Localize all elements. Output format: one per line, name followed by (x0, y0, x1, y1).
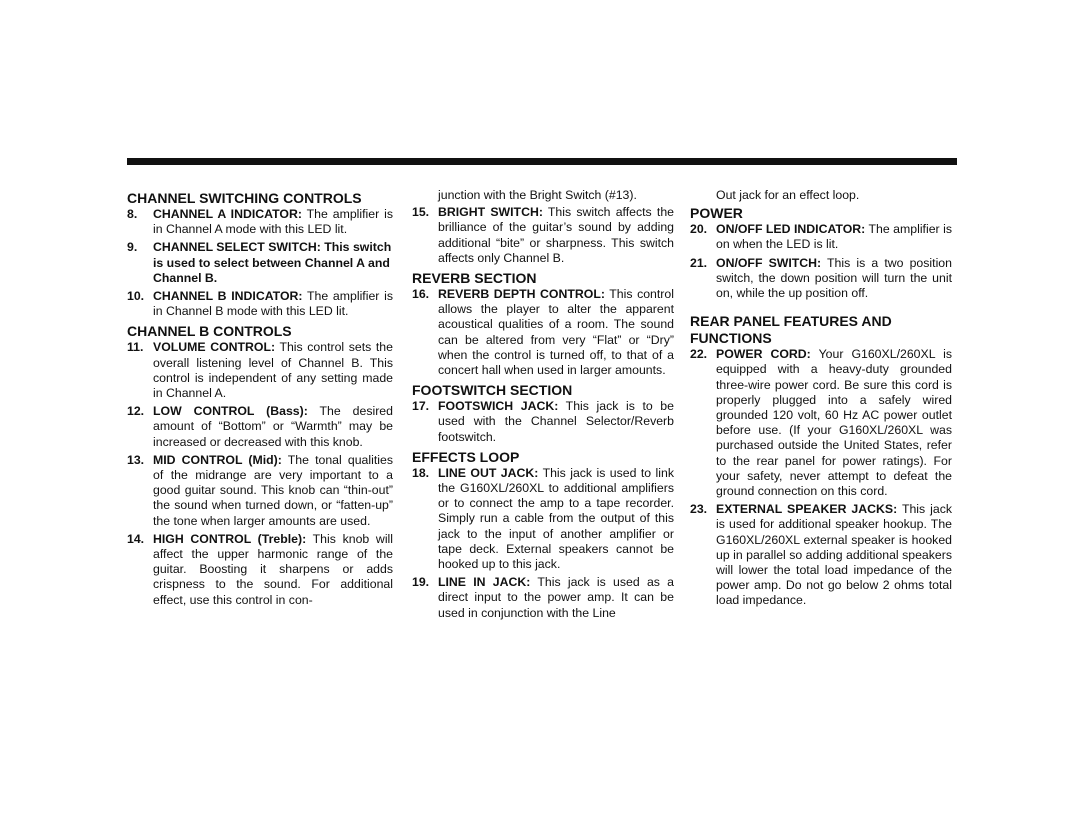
item-number: 23. (690, 502, 708, 517)
item-text: The amplifier is in Channel B mode with this LED lit. (153, 289, 393, 319)
item-title: CHANNEL B INDICATOR: (153, 289, 303, 304)
item-number: 22. (690, 347, 708, 362)
item-12 (127, 404, 393, 450)
item-text: The amplifier is on when the LED is lit. (716, 222, 952, 252)
item-text: Your G160XL/260XL is equipped with a heavy-duty grounded three-wire power cord. Be sure this cord is properly plugged into a safely wired grounded 120 volt, 60 Hz AC power outlet before use. (If your G160XL/260XL was purchased outside the United States, refer to the rear panel for power ratings). For your safety, never attempt to defeat the ground connection on this cord. (716, 347, 952, 499)
item-number: 15. (412, 205, 430, 220)
item-19 (412, 575, 674, 621)
item-text: This jack is used for additional speaker hookup. The G160XL/260XL external speaker is hooked up in parallel so adding additional speakers will lower the total load impedance of the power amp. Do not go below 2 ohms total load impedance. (716, 502, 952, 608)
item-11 (127, 340, 393, 401)
item-21 (690, 256, 952, 302)
section-heading-footswitch: FOOTSWITCH SECTION (412, 382, 573, 399)
item-title: POWER CORD: (716, 347, 811, 362)
section-heading-reverb: REVERB SECTION (412, 270, 537, 287)
item-number: 12. (127, 404, 145, 419)
item-number: 10. (127, 289, 145, 304)
item-text: This jack is to be used with the Channel Selector/Reverb footswitch. (438, 399, 674, 444)
section-heading-effects-loop: EFFECTS LOOP (412, 448, 520, 465)
item-title: MID CONTROL (Mid): (153, 452, 282, 467)
item-number: 13. (127, 452, 145, 467)
item-9 (127, 240, 393, 286)
item-text: The amplifier is in Channel A mode with this LED lit. (153, 207, 393, 237)
item-8 (127, 207, 393, 237)
item-title: LINE IN JACK: (438, 575, 531, 590)
item-16 (412, 287, 674, 378)
column-2 (412, 188, 674, 624)
item-title: FOOTSWICH JACK: (438, 399, 559, 414)
item-number: 17. (412, 399, 430, 414)
item-text: This control allows the player to alter the apparent acoustical qualities of a room. The sound can be altered from very “Flat” or “Dry” when the control is turned off, to that of a concert hall when used in larger amounts. (438, 287, 674, 378)
section-heading-power: POWER (690, 205, 743, 222)
item-title: VOLUME CONTROL: (153, 340, 276, 355)
section-heading-rear-panel: REAR PANEL FEATURES AND FUNCTIONS (690, 313, 892, 347)
item-14 (127, 532, 393, 608)
item-14-continuation: junction with the Bright Switch (#13). (438, 188, 637, 202)
item-text: This jack is used as a direct input to the power amp. It can be used in conjunction with the Line (438, 575, 675, 620)
item-19-continuation: Out jack for an effect loop. (716, 188, 860, 202)
item-number: 9. (127, 240, 138, 255)
item-text: This knob will affect the upper harmonic range of the guitar. Boosting it sharpens or adds crispness to the sound. For additional effect, use this control in con- (153, 531, 394, 607)
item-23 (690, 502, 952, 608)
column-3 (690, 188, 952, 612)
item-title: BRIGHT SWITCH: (438, 205, 543, 220)
item-20 (690, 222, 952, 252)
item-text: This control sets the overall listening level of Channel B. This control is independent of any setting made in Channel A. (153, 340, 393, 401)
item-title: HIGH CONTROL (Treble): (153, 531, 307, 546)
item-text: The tonal qualities of the midrange are very important to a good guitar sound. This knob can “thin-out” the sound when turned down, or “fatten-up” the tone when larger amounts are used. (153, 452, 393, 528)
item-title: REVERB DEPTH CONTROL: (438, 287, 605, 302)
column-1 (127, 188, 393, 611)
item-number: 14. (127, 531, 145, 546)
item-text: The desired amount of “Bottom” or “Warmth” may be increased or decreased with this knob. (153, 404, 393, 449)
item-title: ON/OFF LED INDICATOR: (716, 222, 866, 237)
item-title: CHANNEL A INDICATOR: (153, 207, 302, 221)
item-18 (412, 466, 674, 572)
item-17 (412, 399, 674, 445)
section-heading-channel-switching: CHANNEL SWITCHING CONTROLS (127, 190, 362, 206)
item-number: 18. (412, 465, 430, 480)
item-13 (127, 453, 393, 529)
item-title: EXTERNAL SPEAKER JACKS: (716, 502, 898, 517)
item-number: 16. (412, 287, 430, 302)
item-text: This jack is used to link the G160XL/260XL to additional amplifiers or to connect the amp to a tape recorder. Simply run a cable from the output of this jack to the input of another amplifier or tape deck. External speakers cannot be hooked up to this jack. (438, 465, 674, 572)
item-number: 8. (127, 207, 138, 221)
item-title: ON/OFF SWITCH: (716, 255, 822, 270)
item-number: 20. (690, 222, 708, 237)
section-heading-channel-b: CHANNEL B CONTROLS (127, 323, 292, 340)
item-10 (127, 289, 393, 319)
item-title: LOW CONTROL (Bass): (153, 404, 308, 419)
item-number: 19. (412, 575, 430, 590)
item-22 (690, 347, 952, 499)
top-rule (127, 158, 957, 165)
item-title: LINE OUT JACK: (438, 465, 539, 480)
item-15 (412, 205, 674, 266)
item-text: This is a two position switch, the down position will turn the unit on, while the up position off. (716, 255, 952, 301)
item-title: CHANNEL SELECT SWITCH: This switch is used to select between Channel A and Channel B. (153, 240, 392, 285)
item-number: 21. (690, 255, 708, 270)
item-number: 11. (127, 340, 144, 355)
item-text: This switch affects the brilliance of the guitar’s sound by adding additional “bite” or sharpness. This switch affects only Channel B. (438, 205, 674, 265)
